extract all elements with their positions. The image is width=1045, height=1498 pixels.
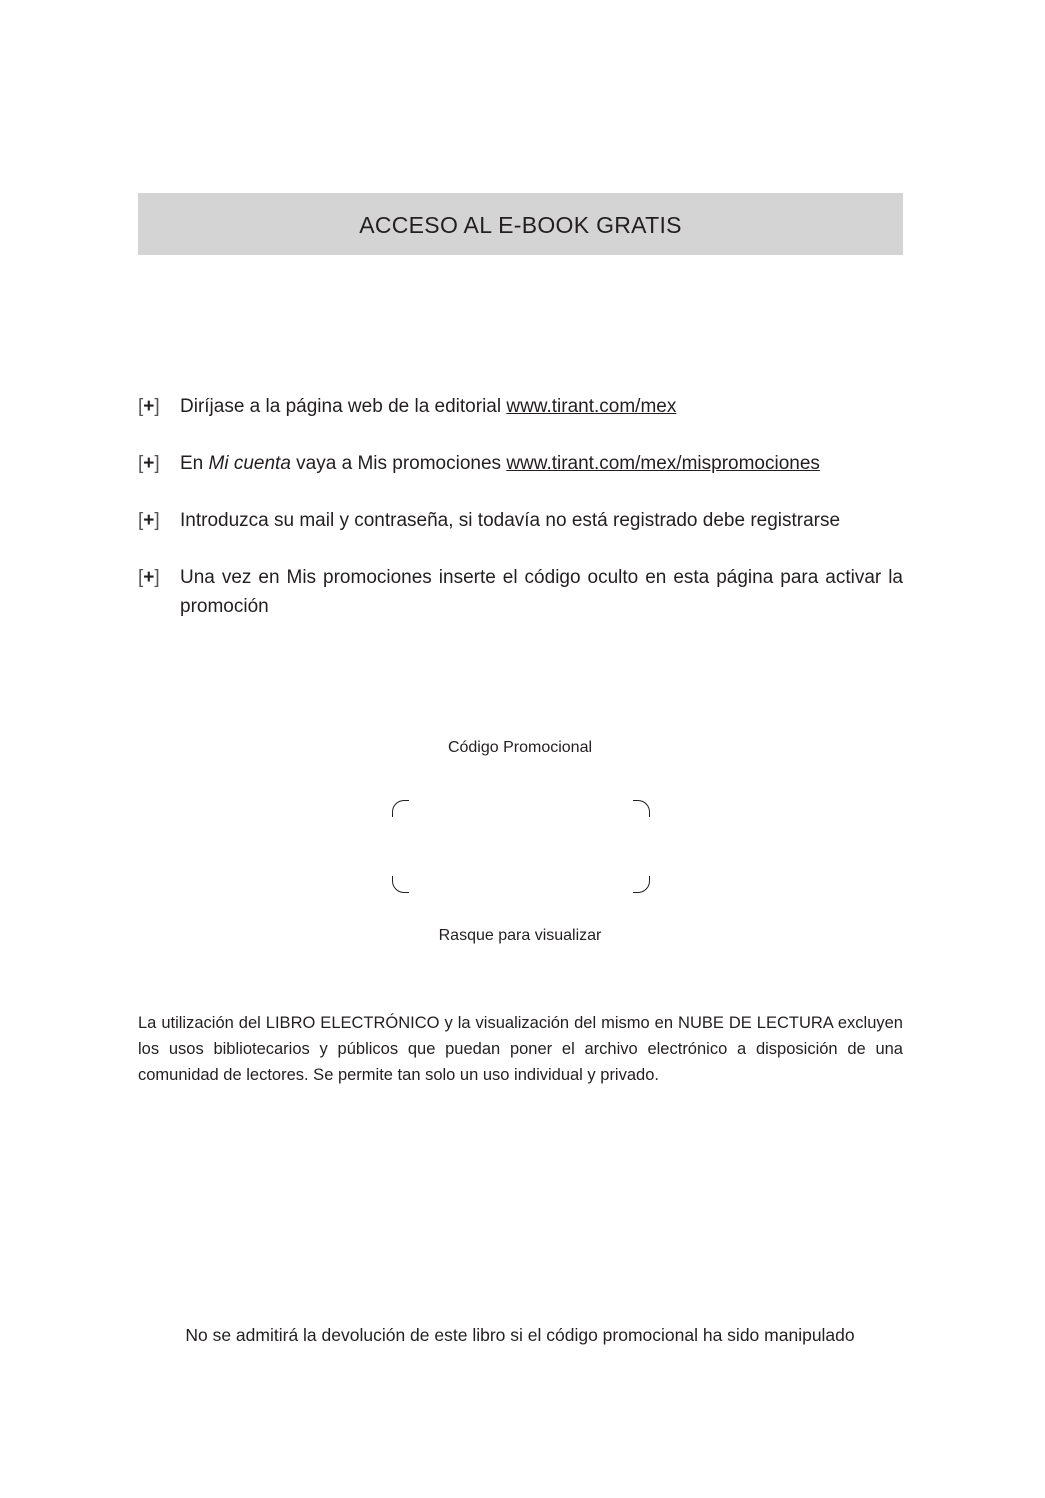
corner-bracket-icon <box>392 876 409 893</box>
step-text: Introduzca su mail y contraseña, si todavía no está registrado debe registrarse <box>180 510 841 531</box>
list-item <box>138 563 903 621</box>
title-banner <box>138 193 903 255</box>
scratch-hint: Rasque para visualizar <box>438 927 602 944</box>
plus-bullet-icon: [+] <box>138 396 160 417</box>
step-text: Una vez en Mis promociones inserte el código oculto en esta página para activar la promoción <box>180 567 903 617</box>
step-text: En Mi cuenta vaya a Mis promociones www.tirant.com/mex/mispromociones <box>180 453 820 474</box>
plus-bullet-icon: [+] <box>138 453 160 474</box>
page-title: ACCESO AL E-BOOK GRATIS <box>359 211 682 238</box>
plus-bullet-icon: [+] <box>138 567 160 588</box>
my-promotions-link[interactable]: www.tirant.com/mex/mispromociones <box>506 453 820 474</box>
corner-bracket-icon <box>392 800 409 817</box>
list-item <box>138 506 903 535</box>
step-text: Diríjase a la página web de la editorial www.tirant.com/mex <box>180 396 677 417</box>
plus-bullet-icon: [+] <box>138 510 160 531</box>
promo-code-label: Código Promocional <box>447 739 593 756</box>
list-item <box>138 392 903 421</box>
return-policy-note: No se admitirá la devolución de este libro si el código promocional ha sido manipulado <box>185 1325 855 1345</box>
legal-notice: La utilización del LIBRO ELECTRÓNICO y la visualización del mismo en NUBE DE LECTURA excluyen los usos bibliotecarios y públicos que puedan poner el archivo electrónico a disposición de una comunidad de lectores. Se permite tan solo un uso individual y privado. <box>138 1014 903 1084</box>
corner-bracket-icon <box>633 876 650 893</box>
instructions-list <box>138 392 903 649</box>
editorial-website-link[interactable]: www.tirant.com/mex <box>506 396 677 417</box>
list-item <box>138 449 903 478</box>
corner-bracket-icon <box>633 800 650 817</box>
scratch-code-area[interactable] <box>392 800 650 893</box>
